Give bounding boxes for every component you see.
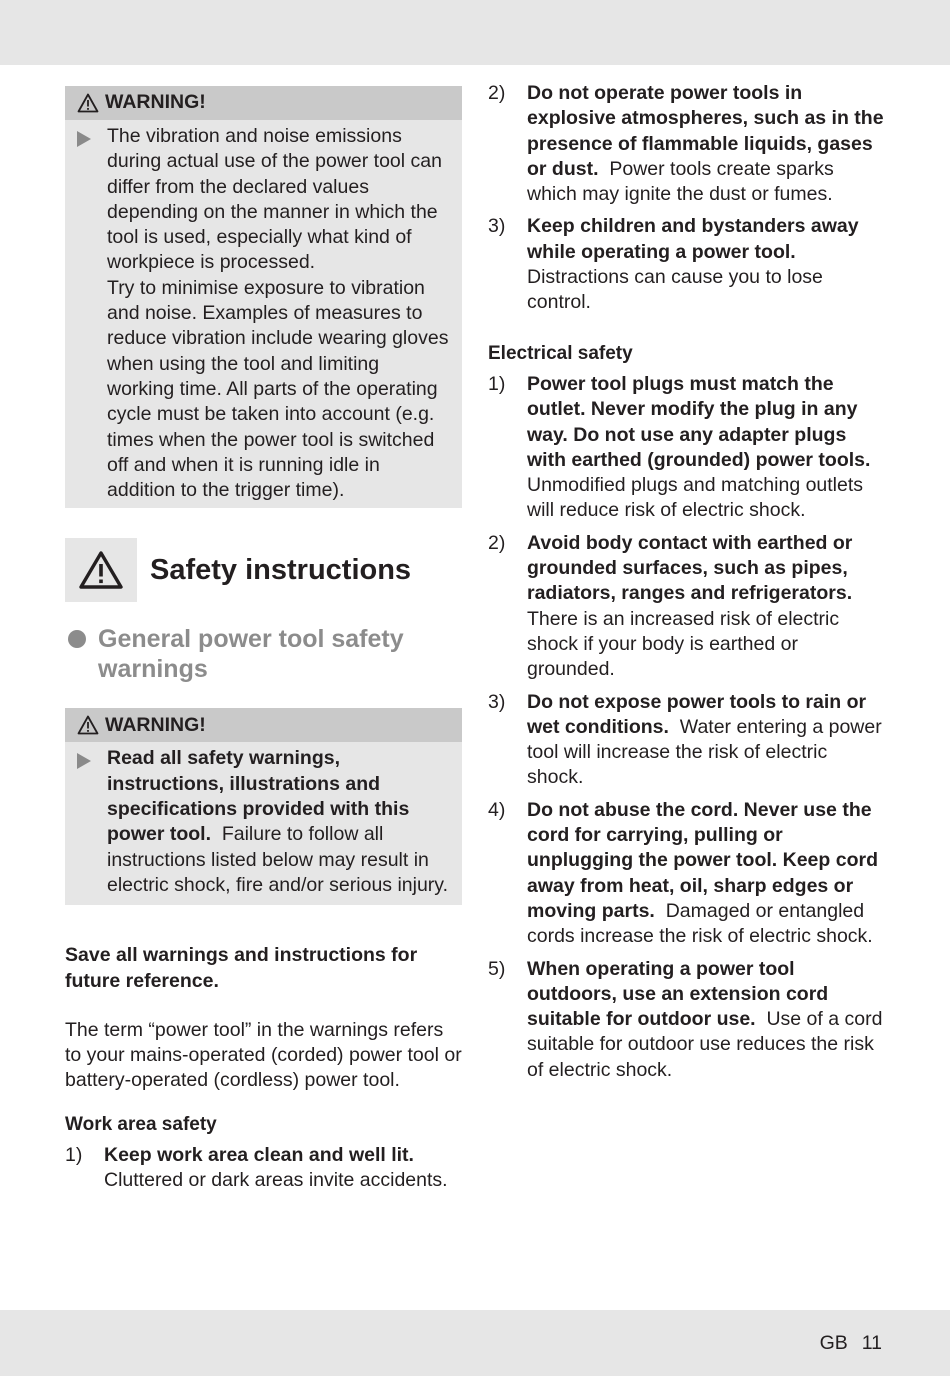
warning-box-vibration [65,86,462,508]
save-instructions-note: Save all warnings and instructions for future reference. [65,944,418,992]
warning-triangle-icon [77,715,99,735]
item-number: 1) [488,372,506,395]
item-plain-text: Water entering a power tool will increase the risk of electric shock. [527,715,882,789]
item-bold-text: Do not expose power tools to rain or wet conditions. [527,690,867,738]
item-number: 3) [488,690,506,713]
page-title: Safety instructions [150,554,412,587]
list-item [488,798,888,950]
footer-band [0,1310,950,1376]
subsection-title: General power tool safety warnings [98,625,404,684]
bullet-arrow-icon [77,753,91,769]
item-text [527,957,888,1083]
item-bold-text: Avoid body contact with earthed or grounded surfaces, such as pipes, radiators, ranges and refrigerators. [527,531,853,605]
warning-label: WARNING! [105,713,206,736]
item-text [527,531,888,683]
item-text [527,214,888,315]
left-column [65,86,462,1194]
item-bold-text: When operating a power tool outdoors, use an extension cord suitable for outdoor use. [527,957,829,1031]
subsection-heading [65,624,462,684]
item-text [527,372,888,524]
warning-triangle-icon [77,93,99,113]
list-item [488,690,888,791]
page-number: 11 [861,1332,882,1354]
list-item [65,1143,462,1194]
warning-box-general [65,708,462,905]
warning-plain-text: Failure to follow all instructions listed below may result in electric shock, fire and/or serious injury. [107,823,449,896]
power-tool-definition: The term “power tool” in the warnings refers to your mains-operated (corded) power tool or battery-operated (cordless) power tool. [65,1018,462,1092]
item-text [527,81,888,207]
warning-text: Try to minimise exposure to vibration and noise. Examples of measures to reduce vibration include wearing gloves when using the tool and limiting working time. All parts of the operating cycle must be taken into account (e.g. times when the power tool is switched off and when it is running idle in addition to the trigger time). [107,276,449,502]
warning-text: The vibration and noise emissions during actual use of the power tool can differ from the declared values depending on the manner in which the tool is used, especially what kind of workpiece is processed. [107,125,442,274]
item-bold-text: Do not abuse the cord. Never use the cord for carrying, pulling or unplugging the power tool. Keep cord away from heat, oil, sharp edges or moving parts. [527,798,878,922]
header-band [0,0,950,65]
item-number: 2) [488,82,506,104]
page-footer [820,1331,882,1356]
item-plain-text: Power tools create sparks which may ignite the dust or fumes. [527,157,834,206]
item-number: 1) [65,1144,83,1167]
electrical-safety-heading: Electrical safety [488,342,633,364]
item-plain-text: There is an increased risk of electric shock if your body is earthed or grounded. [527,607,840,681]
warning-body [65,742,462,905]
warning-triangle-icon [78,550,124,590]
item-bold-text: Do not operate power tools in explosive atmospheres, such as in the presence of flammable liquids, gases or dust. [527,82,884,180]
item-bold-text: Keep work area clean and well lit. [104,1144,414,1167]
section-heading [65,538,462,602]
item-number: 5) [488,957,506,980]
right-column [488,81,888,1083]
list-item [488,214,888,315]
warning-bold-text: Read all safety warnings, instructions, illustrations and specifications provided with this power tool. [107,747,410,846]
item-number: 2) [488,531,506,554]
list-item [488,81,888,207]
warning-header [65,708,462,742]
warning-body [65,120,462,508]
list-item [488,531,888,683]
item-bold-text: Power tool plugs must match the outlet. Never modify the plug in any way. Do not use any adapter plugs with earthed (grounded) power tools. [527,372,871,471]
warning-header [65,86,462,120]
item-text [104,1143,462,1194]
warning-text [107,746,450,898]
item-text [527,690,888,791]
language-code: GB [819,1332,848,1354]
warning-label: WARNING! [105,91,206,114]
item-plain-text: Cluttered or dark areas invite accidents. [104,1169,448,1192]
section-icon-box [65,538,137,602]
item-plain-text: Use of a cord suitable for outdoor use reduces the risk of electric shock. [527,1008,883,1081]
item-plain-text: Unmodified plugs and matching outlets will reduce risk of electric shock. [527,474,864,522]
item-text [527,798,888,950]
bullet-dot-icon [68,630,86,648]
list-item [488,957,888,1083]
item-number: 3) [488,215,506,238]
item-bold-text: Keep children and bystanders away while operating a power tool. [527,215,859,263]
list-item [488,372,888,524]
item-number: 4) [488,798,506,821]
work-area-heading: Work area safety [65,1113,217,1135]
item-plain-text: Damaged or entangled cords increase the risk of electric shock. [527,899,873,948]
item-plain-text: Distractions can cause you to lose control. [527,266,823,314]
bullet-arrow-icon [77,131,91,147]
